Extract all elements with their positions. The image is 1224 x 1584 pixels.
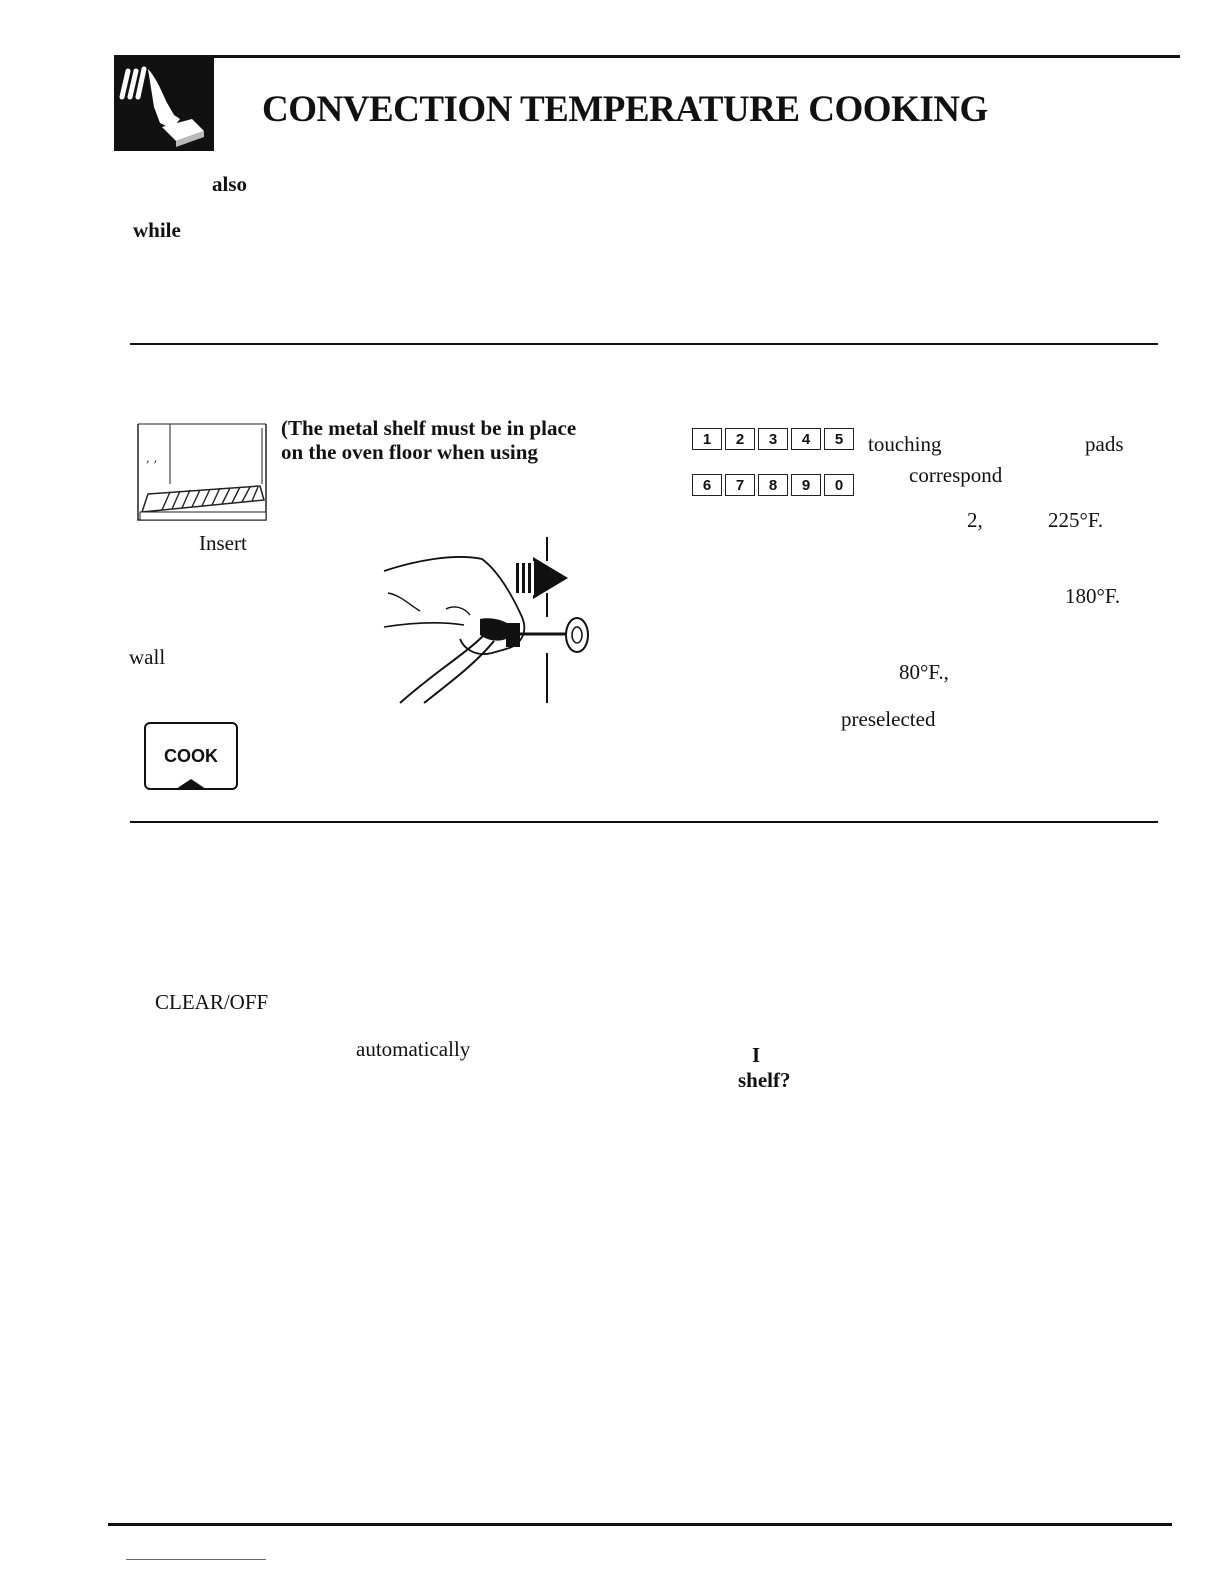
touching-text: touching (868, 432, 942, 456)
insert-label: Insert (199, 531, 247, 555)
number-pad-6[interactable]: 6 (692, 474, 722, 496)
bottom-rule (108, 1523, 1172, 1526)
number-pad-8[interactable]: 8 (758, 474, 788, 496)
temperature-180-text: 180°F. (1065, 584, 1121, 608)
number-pad-row-2 (692, 474, 864, 498)
pads-text: pads (1085, 432, 1124, 456)
hand-pressing-pad-icon (114, 57, 214, 151)
page-title: CONVECTION TEMPERATURE COOKING (262, 89, 988, 130)
cook-button[interactable] (144, 722, 238, 790)
probe-insertion-illustration (380, 535, 600, 705)
number-pad-4[interactable]: 4 (791, 428, 821, 450)
section-rule (130, 343, 1158, 345)
cook-button-label: COOK (164, 746, 218, 766)
correspond-text: correspond (909, 463, 1003, 487)
number-pad-3[interactable]: 3 (758, 428, 788, 450)
temperature-225-text: 225°F. (1048, 508, 1104, 532)
intro-word-while: while (133, 218, 181, 242)
top-rule (114, 55, 1180, 58)
shelf-note-line2: on the oven floor when using (281, 440, 538, 464)
number-pad-1[interactable]: 1 (692, 428, 722, 450)
number-pad-row-1 (692, 428, 864, 452)
clear-off-text: CLEAR/OFF (155, 990, 269, 1014)
shelf-note-line1: (The metal shelf must be in place (281, 416, 577, 440)
question-shelf-text: shelf? (738, 1068, 791, 1092)
oven-shelf-illustration (136, 422, 270, 522)
svg-text:, ,: , , (146, 451, 158, 465)
wall-label: wall (129, 645, 166, 669)
section-rule-2 (130, 821, 1158, 823)
number-pad-5[interactable]: 5 (824, 428, 854, 450)
number-pad-9[interactable]: 9 (791, 474, 821, 496)
setting-number-text: 2, (967, 508, 983, 532)
footer-short-rule (126, 1559, 266, 1560)
preselected-text: preselected (841, 707, 936, 731)
number-pad-0[interactable]: 0 (824, 474, 854, 496)
number-pad-7[interactable]: 7 (725, 474, 755, 496)
automatically-text: automatically (356, 1037, 471, 1061)
temperature-80-text: 80°F., (899, 660, 949, 684)
question-letter: I (752, 1043, 761, 1067)
number-pad-2[interactable]: 2 (725, 428, 755, 450)
cook-indicator-icon (176, 779, 206, 789)
intro-word-also: also (212, 172, 248, 196)
